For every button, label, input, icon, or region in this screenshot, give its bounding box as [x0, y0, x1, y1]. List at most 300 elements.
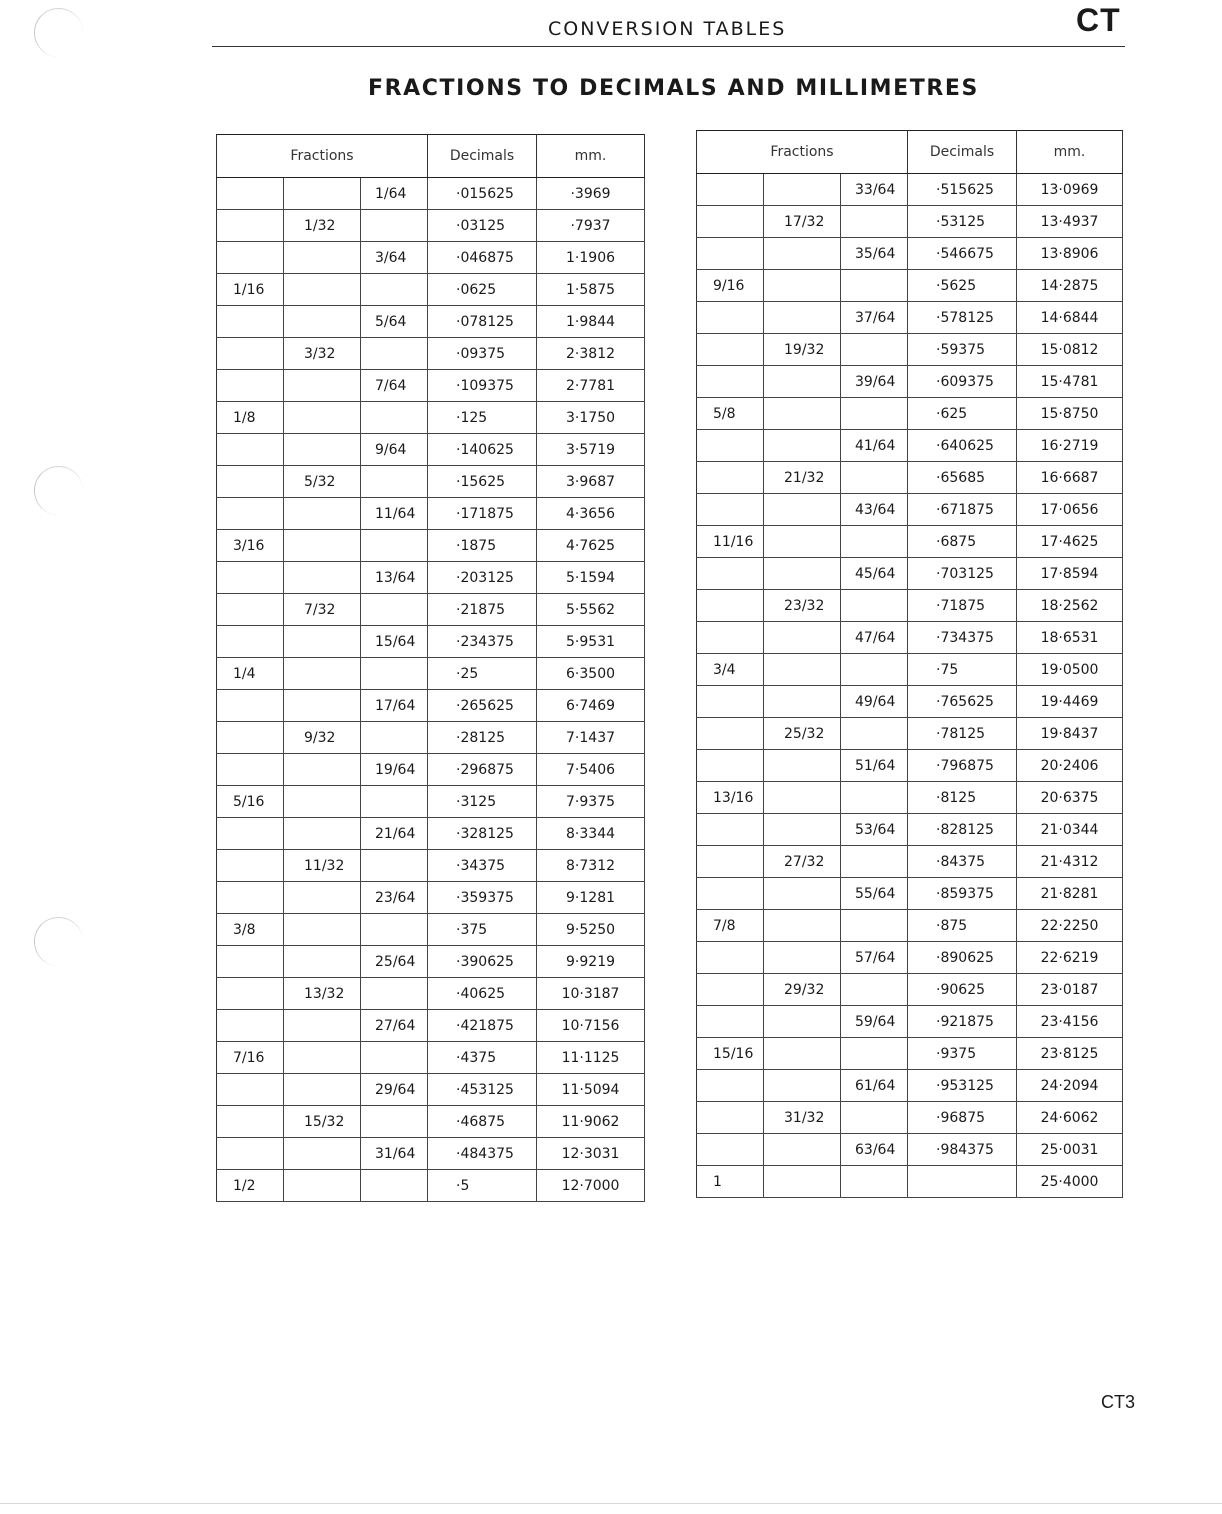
table-row: [697, 334, 1123, 366]
fraction-thirty-second-cell: [284, 242, 361, 274]
table-row: [697, 302, 1123, 334]
millimetre-cell: 3·5719: [537, 434, 645, 466]
millimetre-cell: 16·2719: [1017, 430, 1123, 462]
section-title: CONVERSION TABLES: [548, 18, 787, 40]
table-row: [217, 914, 645, 946]
table-row: [217, 338, 645, 370]
decimal-cell: ·828125: [908, 814, 1017, 846]
table-row: [217, 754, 645, 786]
fraction-sixteenth-cell: 5/16: [217, 786, 284, 818]
table-row: [697, 558, 1123, 590]
decimal-cell: ·5: [428, 1170, 537, 1202]
fraction-sixty-fourth-cell: 51/64: [841, 750, 908, 782]
table-row: [697, 526, 1123, 558]
fraction-thirty-second-cell: [764, 494, 841, 526]
fraction-sixty-fourth-cell: 9/64: [361, 434, 428, 466]
fraction-sixteenth-cell: 7/8: [697, 910, 764, 942]
millimetre-cell: 25·0031: [1017, 1134, 1123, 1166]
fraction-sixty-fourth-cell: [841, 654, 908, 686]
fraction-thirty-second-cell: [284, 818, 361, 850]
mm-header: mm.: [1017, 131, 1123, 174]
fraction-sixty-fourth-cell: 5/64: [361, 306, 428, 338]
fraction-thirty-second-cell: [284, 754, 361, 786]
fraction-sixty-fourth-cell: 61/64: [841, 1070, 908, 1102]
fraction-thirty-second-cell: 3/32: [284, 338, 361, 370]
table-row: [217, 1074, 645, 1106]
fraction-thirty-second-cell: [764, 1038, 841, 1070]
table-row: [697, 718, 1123, 750]
fraction-sixteenth-cell: [697, 558, 764, 590]
fraction-thirty-second-cell: [764, 1134, 841, 1166]
fraction-sixty-fourth-cell: 31/64: [361, 1138, 428, 1170]
decimal-cell: ·546675: [908, 238, 1017, 270]
fraction-thirty-second-cell: [284, 178, 361, 210]
table-body: [697, 174, 1123, 1198]
table-row: [697, 462, 1123, 494]
millimetre-cell: 18·2562: [1017, 590, 1123, 622]
fraction-thirty-second-cell: [764, 686, 841, 718]
table-row: [697, 622, 1123, 654]
fraction-sixteenth-cell: [217, 466, 284, 498]
conversion-table-left: [216, 134, 645, 1202]
fraction-thirty-second-cell: [764, 622, 841, 654]
fraction-sixteenth-cell: [217, 1074, 284, 1106]
millimetre-cell: 7·5406: [537, 754, 645, 786]
mm-header: mm.: [537, 135, 645, 178]
fraction-thirty-second-cell: [764, 654, 841, 686]
decimal-cell: ·203125: [428, 562, 537, 594]
millimetre-cell: 13·4937: [1017, 206, 1123, 238]
fraction-thirty-second-cell: [284, 1010, 361, 1042]
decimal-cell: ·625: [908, 398, 1017, 430]
decimal-cell: ·765625: [908, 686, 1017, 718]
fraction-thirty-second-cell: [764, 1166, 841, 1198]
fraction-sixteenth-cell: [217, 626, 284, 658]
fraction-thirty-second-cell: [284, 434, 361, 466]
fraction-sixty-fourth-cell: [841, 206, 908, 238]
fractions-header: Fractions: [697, 131, 908, 174]
fraction-sixty-fourth-cell: [841, 590, 908, 622]
millimetre-cell: 20·6375: [1017, 782, 1123, 814]
millimetre-cell: 19·4469: [1017, 686, 1123, 718]
millimetre-cell: 11·9062: [537, 1106, 645, 1138]
millimetre-cell: 9·9219: [537, 946, 645, 978]
fraction-sixty-fourth-cell: [841, 974, 908, 1006]
table-row: [697, 590, 1123, 622]
decimal-cell: ·421875: [428, 1010, 537, 1042]
fraction-thirty-second-cell: [764, 910, 841, 942]
fraction-sixty-fourth-cell: 21/64: [361, 818, 428, 850]
fraction-thirty-second-cell: [764, 878, 841, 910]
fraction-sixteenth-cell: [697, 974, 764, 1006]
table-row: [217, 818, 645, 850]
fraction-thirty-second-cell: [284, 882, 361, 914]
millimetre-cell: 19·0500: [1017, 654, 1123, 686]
fraction-sixteenth-cell: [217, 370, 284, 402]
fraction-sixteenth-cell: [217, 1106, 284, 1138]
fraction-sixteenth-cell: [217, 690, 284, 722]
table-row: [697, 238, 1123, 270]
fraction-thirty-second-cell: [764, 782, 841, 814]
decimal-cell: ·265625: [428, 690, 537, 722]
millimetre-cell: 21·0344: [1017, 814, 1123, 846]
fraction-thirty-second-cell: [284, 498, 361, 530]
fraction-sixteenth-cell: [697, 238, 764, 270]
millimetre-cell: 13·8906: [1017, 238, 1123, 270]
decimal-cell: ·015625: [428, 178, 537, 210]
fraction-sixteenth-cell: [217, 594, 284, 626]
fraction-sixteenth-cell: 15/16: [697, 1038, 764, 1070]
fraction-sixteenth-cell: [697, 878, 764, 910]
fraction-thirty-second-cell: [284, 690, 361, 722]
table-row: [697, 910, 1123, 942]
millimetre-cell: 1·1906: [537, 242, 645, 274]
fraction-sixteenth-cell: [697, 686, 764, 718]
millimetre-cell: 5·9531: [537, 626, 645, 658]
fraction-sixty-fourth-cell: 1/64: [361, 178, 428, 210]
decimal-cell: ·15625: [428, 466, 537, 498]
millimetre-cell: 9·5250: [537, 914, 645, 946]
decimal-cell: ·734375: [908, 622, 1017, 654]
decimal-cell: ·890625: [908, 942, 1017, 974]
decimal-cell: ·375: [428, 914, 537, 946]
page-bottom-edge: [0, 1503, 1222, 1504]
decimal-cell: ·46875: [428, 1106, 537, 1138]
decimal-cell: ·578125: [908, 302, 1017, 334]
decimal-cell: ·703125: [908, 558, 1017, 590]
decimal-cell: ·34375: [428, 850, 537, 882]
fraction-sixteenth-cell: [697, 846, 764, 878]
fraction-sixteenth-cell: [697, 814, 764, 846]
table-row: [217, 1170, 645, 1202]
fraction-sixteenth-cell: 3/8: [217, 914, 284, 946]
fraction-sixty-fourth-cell: [361, 1106, 428, 1138]
decimals-header: Decimals: [908, 131, 1017, 174]
table-row: [217, 850, 645, 882]
millimetre-cell: 1·5875: [537, 274, 645, 306]
table-row: [217, 786, 645, 818]
millimetre-cell: 3·9687: [537, 466, 645, 498]
table-row: [697, 814, 1123, 846]
table-row: [697, 398, 1123, 430]
fraction-sixteenth-cell: [697, 334, 764, 366]
decimal-cell: ·8125: [908, 782, 1017, 814]
decimal-cell: ·25: [428, 658, 537, 690]
fraction-sixteenth-cell: [697, 462, 764, 494]
fraction-thirty-second-cell: [284, 786, 361, 818]
millimetre-cell: 21·4312: [1017, 846, 1123, 878]
fraction-sixteenth-cell: [697, 1134, 764, 1166]
decimal-cell: ·234375: [428, 626, 537, 658]
millimetre-cell: 2·7781: [537, 370, 645, 402]
fraction-thirty-second-cell: 9/32: [284, 722, 361, 754]
table-row: [697, 270, 1123, 302]
fraction-sixteenth-cell: [697, 430, 764, 462]
table-row: [217, 626, 645, 658]
fraction-sixty-fourth-cell: 45/64: [841, 558, 908, 590]
millimetre-cell: 1·9844: [537, 306, 645, 338]
fraction-sixty-fourth-cell: 57/64: [841, 942, 908, 974]
table-row: [697, 942, 1123, 974]
fraction-sixteenth-cell: [697, 622, 764, 654]
table-row: [697, 686, 1123, 718]
fraction-sixteenth-cell: [217, 242, 284, 274]
fraction-sixteenth-cell: 1/8: [217, 402, 284, 434]
decimal-cell: ·125: [428, 402, 537, 434]
fraction-thirty-second-cell: 11/32: [284, 850, 361, 882]
fraction-sixty-fourth-cell: 37/64: [841, 302, 908, 334]
fraction-sixteenth-cell: [217, 882, 284, 914]
fraction-sixty-fourth-cell: [361, 914, 428, 946]
fraction-sixteenth-cell: [697, 1006, 764, 1038]
fraction-sixty-fourth-cell: [841, 718, 908, 750]
millimetre-cell: 18·6531: [1017, 622, 1123, 654]
fraction-sixteenth-cell: [697, 366, 764, 398]
millimetre-cell: 22·2250: [1017, 910, 1123, 942]
decimal-cell: ·171875: [428, 498, 537, 530]
table-row: [697, 494, 1123, 526]
decimal-cell: ·328125: [428, 818, 537, 850]
millimetre-cell: 13·0969: [1017, 174, 1123, 206]
millimetre-cell: 14·6844: [1017, 302, 1123, 334]
decimal-cell: ·359375: [428, 882, 537, 914]
fraction-sixty-fourth-cell: 53/64: [841, 814, 908, 846]
fraction-sixty-fourth-cell: [361, 786, 428, 818]
millimetre-cell: 4·3656: [537, 498, 645, 530]
fraction-thirty-second-cell: [284, 1074, 361, 1106]
fraction-thirty-second-cell: [764, 270, 841, 302]
decimal-cell: ·09375: [428, 338, 537, 370]
fraction-sixteenth-cell: 9/16: [697, 270, 764, 302]
fraction-sixteenth-cell: [217, 338, 284, 370]
table-row: [697, 1038, 1123, 1070]
fraction-thirty-second-cell: [284, 274, 361, 306]
fraction-sixty-fourth-cell: [361, 466, 428, 498]
fraction-thirty-second-cell: [284, 370, 361, 402]
table-row: [697, 366, 1123, 398]
decimal-cell: ·65685: [908, 462, 1017, 494]
table-row: [217, 242, 645, 274]
fraction-sixteenth-cell: [217, 178, 284, 210]
fraction-sixteenth-cell: [697, 750, 764, 782]
fraction-thirty-second-cell: 17/32: [764, 206, 841, 238]
fraction-sixty-fourth-cell: 7/64: [361, 370, 428, 402]
decimal-cell: [908, 1166, 1017, 1198]
fraction-thirty-second-cell: 15/32: [284, 1106, 361, 1138]
decimal-cell: ·21875: [428, 594, 537, 626]
fraction-sixty-fourth-cell: [841, 526, 908, 558]
table-row: [217, 402, 645, 434]
millimetre-cell: 11·1125: [537, 1042, 645, 1074]
decimal-cell: ·4375: [428, 1042, 537, 1074]
fraction-sixty-fourth-cell: 25/64: [361, 946, 428, 978]
fraction-sixteenth-cell: [217, 978, 284, 1010]
decimal-cell: ·6875: [908, 526, 1017, 558]
table-row: [697, 654, 1123, 686]
table-row: [217, 434, 645, 466]
punch-hole-middle: [34, 466, 83, 515]
millimetre-cell: 6·3500: [537, 658, 645, 690]
fraction-sixty-fourth-cell: [361, 530, 428, 562]
decimal-cell: ·109375: [428, 370, 537, 402]
decimal-cell: ·90625: [908, 974, 1017, 1006]
table-row: [217, 274, 645, 306]
fraction-thirty-second-cell: [284, 402, 361, 434]
decimal-cell: ·96875: [908, 1102, 1017, 1134]
fraction-sixteenth-cell: [217, 754, 284, 786]
fraction-thirty-second-cell: [764, 750, 841, 782]
table-row: [697, 430, 1123, 462]
decimal-cell: ·03125: [428, 210, 537, 242]
table-row: [697, 1070, 1123, 1102]
millimetre-cell: 4·7625: [537, 530, 645, 562]
fraction-sixty-fourth-cell: 59/64: [841, 1006, 908, 1038]
fraction-thirty-second-cell: [764, 174, 841, 206]
decimal-cell: ·875: [908, 910, 1017, 942]
millimetre-cell: 22·6219: [1017, 942, 1123, 974]
decimal-cell: ·078125: [428, 306, 537, 338]
millimetre-cell: 7·9375: [537, 786, 645, 818]
fraction-thirty-second-cell: [284, 1170, 361, 1202]
fraction-sixteenth-cell: [697, 942, 764, 974]
table-row: [217, 1010, 645, 1042]
fraction-thirty-second-cell: [764, 558, 841, 590]
fraction-sixty-fourth-cell: [361, 978, 428, 1010]
fraction-sixteenth-cell: 1/2: [217, 1170, 284, 1202]
millimetre-cell: 2·3812: [537, 338, 645, 370]
fraction-thirty-second-cell: [764, 238, 841, 270]
table-row: [697, 1102, 1123, 1134]
fraction-sixteenth-cell: 1/16: [217, 274, 284, 306]
decimal-cell: ·296875: [428, 754, 537, 786]
table-row: [217, 1106, 645, 1138]
fraction-sixty-fourth-cell: 15/64: [361, 626, 428, 658]
decimal-cell: ·1875: [428, 530, 537, 562]
decimal-cell: ·53125: [908, 206, 1017, 238]
table-row: [217, 210, 645, 242]
fraction-sixty-fourth-cell: [841, 462, 908, 494]
table-row: [217, 370, 645, 402]
fraction-sixteenth-cell: 5/8: [697, 398, 764, 430]
fraction-sixty-fourth-cell: 19/64: [361, 754, 428, 786]
fraction-sixty-fourth-cell: [361, 210, 428, 242]
fraction-sixteenth-cell: [217, 1010, 284, 1042]
table-row: [217, 1138, 645, 1170]
millimetre-cell: 8·7312: [537, 850, 645, 882]
fraction-thirty-second-cell: 23/32: [764, 590, 841, 622]
fraction-sixty-fourth-cell: 23/64: [361, 882, 428, 914]
table-row: [217, 466, 645, 498]
decimal-cell: ·78125: [908, 718, 1017, 750]
millimetre-cell: ·7937: [537, 210, 645, 242]
fraction-sixty-fourth-cell: [841, 270, 908, 302]
millimetre-cell: 19·8437: [1017, 718, 1123, 750]
decimal-cell: ·0625: [428, 274, 537, 306]
table-row: [697, 782, 1123, 814]
fraction-sixteenth-cell: [697, 302, 764, 334]
fraction-thirty-second-cell: [764, 1070, 841, 1102]
fraction-sixteenth-cell: 7/16: [217, 1042, 284, 1074]
fraction-sixty-fourth-cell: [841, 334, 908, 366]
decimal-cell: ·28125: [428, 722, 537, 754]
fraction-sixty-fourth-cell: [841, 1038, 908, 1070]
fraction-sixteenth-cell: 13/16: [697, 782, 764, 814]
fraction-sixteenth-cell: [697, 494, 764, 526]
decimal-cell: ·71875: [908, 590, 1017, 622]
fraction-thirty-second-cell: [284, 306, 361, 338]
fraction-sixty-fourth-cell: [361, 1042, 428, 1074]
millimetre-cell: 16·6687: [1017, 462, 1123, 494]
decimal-cell: ·921875: [908, 1006, 1017, 1038]
fraction-thirty-second-cell: [764, 1006, 841, 1038]
table-row: [217, 882, 645, 914]
fraction-sixty-fourth-cell: [361, 274, 428, 306]
fraction-thirty-second-cell: [284, 658, 361, 690]
fraction-thirty-second-cell: [284, 626, 361, 658]
fraction-sixty-fourth-cell: [361, 402, 428, 434]
fraction-sixty-fourth-cell: [361, 1170, 428, 1202]
fraction-thirty-second-cell: [764, 366, 841, 398]
fraction-thirty-second-cell: [284, 562, 361, 594]
punch-hole-top: [34, 8, 83, 57]
table-header-row: [217, 135, 645, 178]
table-row: [697, 974, 1123, 1006]
millimetre-cell: 7·1437: [537, 722, 645, 754]
fraction-sixteenth-cell: 3/4: [697, 654, 764, 686]
fraction-thirty-second-cell: [284, 946, 361, 978]
table-row: [697, 206, 1123, 238]
millimetre-cell: 3·1750: [537, 402, 645, 434]
fraction-sixty-fourth-cell: [841, 782, 908, 814]
table-body: [217, 178, 645, 1202]
fraction-sixty-fourth-cell: 49/64: [841, 686, 908, 718]
fraction-thirty-second-cell: 31/32: [764, 1102, 841, 1134]
millimetre-cell: 25·4000: [1017, 1166, 1123, 1198]
decimal-cell: ·453125: [428, 1074, 537, 1106]
fraction-thirty-second-cell: 19/32: [764, 334, 841, 366]
fraction-sixteenth-cell: [217, 722, 284, 754]
table-row: [697, 878, 1123, 910]
fraction-sixty-fourth-cell: [841, 1166, 908, 1198]
table-row: [697, 846, 1123, 878]
fraction-thirty-second-cell: 5/32: [284, 466, 361, 498]
fraction-thirty-second-cell: [284, 914, 361, 946]
table-row: [217, 690, 645, 722]
fraction-sixteenth-cell: 11/16: [697, 526, 764, 558]
decimal-cell: ·671875: [908, 494, 1017, 526]
fraction-thirty-second-cell: [764, 526, 841, 558]
fraction-sixty-fourth-cell: 41/64: [841, 430, 908, 462]
millimetre-cell: 15·0812: [1017, 334, 1123, 366]
fraction-sixteenth-cell: [697, 590, 764, 622]
fraction-sixteenth-cell: [217, 562, 284, 594]
millimetre-cell: 5·5562: [537, 594, 645, 626]
fraction-thirty-second-cell: 21/32: [764, 462, 841, 494]
millimetre-cell: 11·5094: [537, 1074, 645, 1106]
fraction-sixty-fourth-cell: 43/64: [841, 494, 908, 526]
decimal-cell: ·5625: [908, 270, 1017, 302]
millimetre-cell: 12·3031: [537, 1138, 645, 1170]
fraction-sixteenth-cell: 3/16: [217, 530, 284, 562]
page-title: FRACTIONS TO DECIMALS AND MILLIMETRES: [368, 76, 979, 101]
millimetre-cell: 23·4156: [1017, 1006, 1123, 1038]
fraction-sixteenth-cell: [217, 818, 284, 850]
decimal-cell: ·3125: [428, 786, 537, 818]
decimal-cell: ·140625: [428, 434, 537, 466]
millimetre-cell: 15·8750: [1017, 398, 1123, 430]
fraction-sixty-fourth-cell: [361, 850, 428, 882]
decimal-cell: ·515625: [908, 174, 1017, 206]
